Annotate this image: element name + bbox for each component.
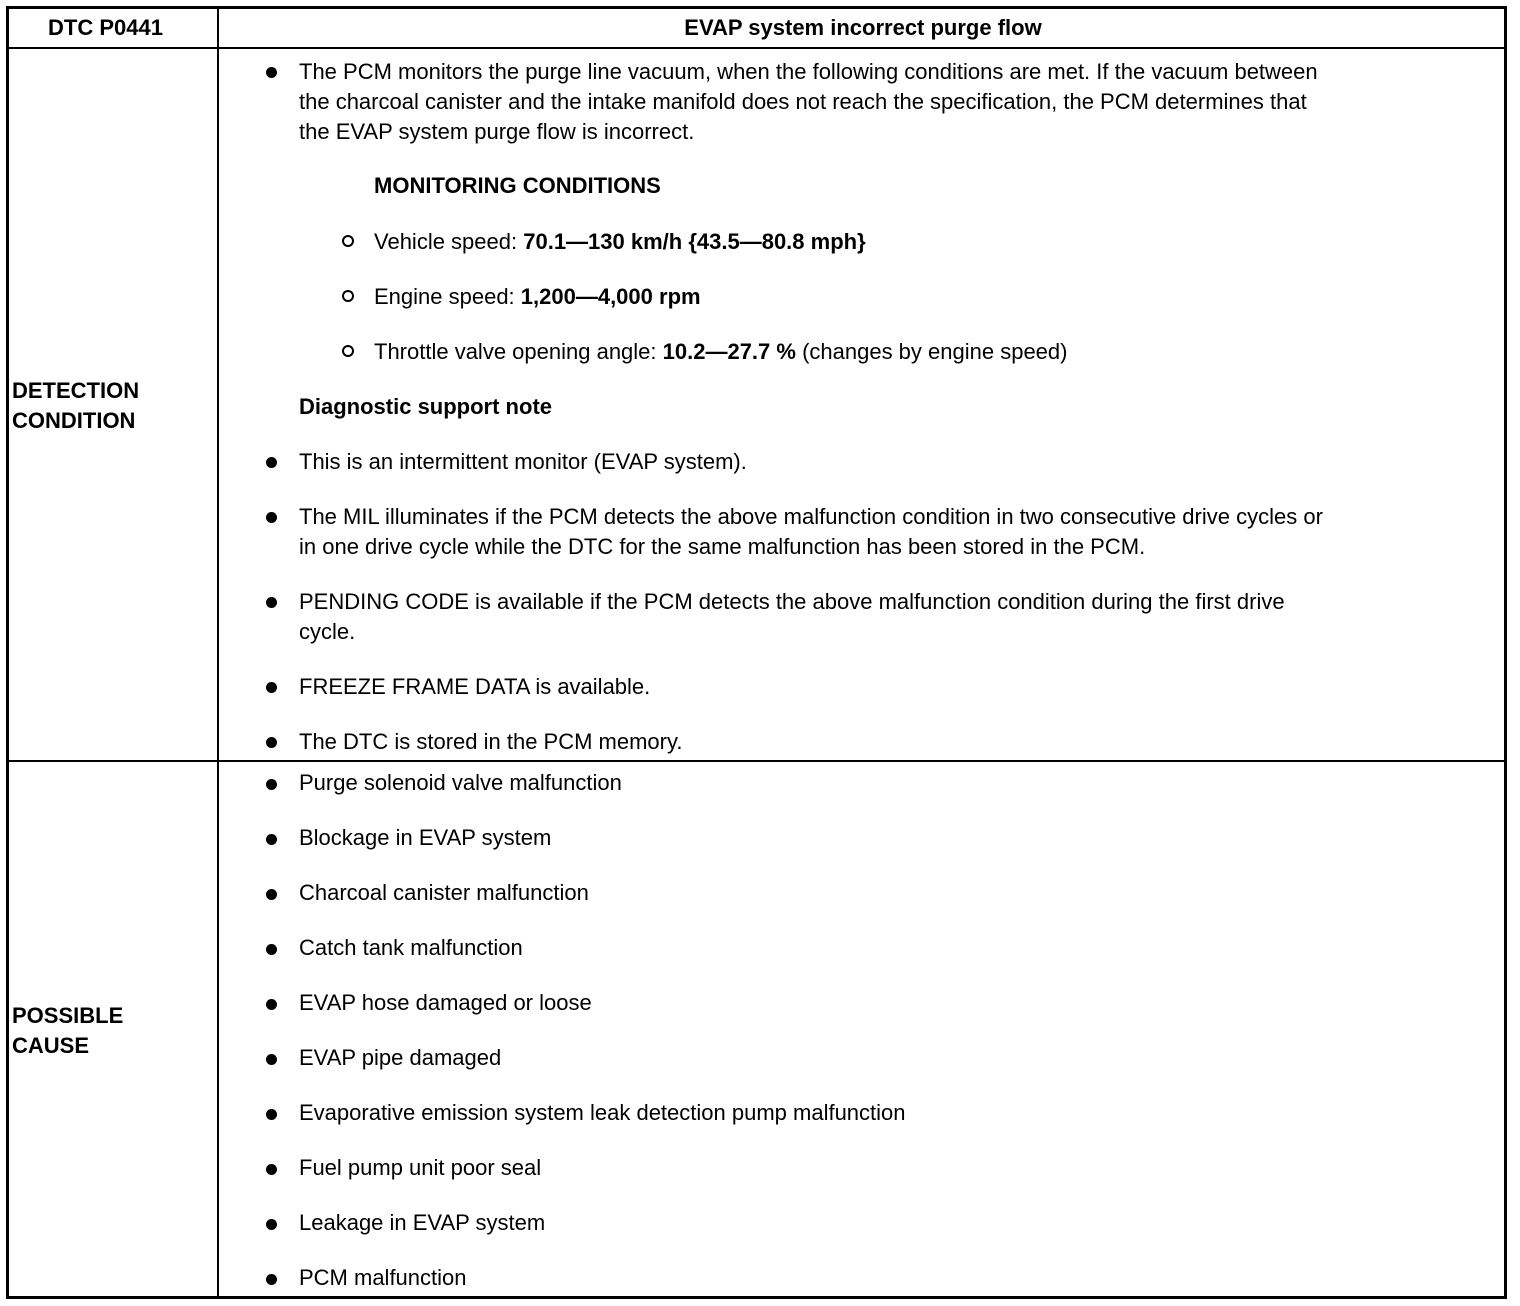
- cause-item: Blockage in EVAP system: [299, 825, 552, 850]
- cause-item: EVAP hose damaged or loose: [299, 990, 592, 1015]
- bullet-icon: [266, 889, 277, 900]
- cause-item: Catch tank malfunction: [299, 935, 523, 960]
- cause-item: Charcoal canister malfunction: [299, 880, 589, 905]
- cause-item: Leakage in EVAP system: [299, 1210, 546, 1235]
- bullet-icon: [266, 779, 277, 790]
- detection-label-line1: DETECTION: [12, 378, 140, 403]
- bullet-icon: [266, 1219, 277, 1230]
- condition-value: 10.2—27.7 %: [662, 339, 796, 364]
- condition-vehicle-speed: [374, 229, 866, 255]
- note: The DTC is stored in the PCM memory.: [299, 729, 683, 754]
- dtc-title: EVAP system incorrect purge flow: [684, 15, 1042, 40]
- header-divider: [6, 47, 1507, 49]
- detection-label-line2: CONDITION: [12, 408, 136, 433]
- circle-bullet-icon: [342, 235, 354, 247]
- cause-item: EVAP pipe damaged: [299, 1045, 502, 1070]
- bullet-icon: [266, 944, 277, 955]
- bullet-icon: [266, 1054, 277, 1065]
- condition-engine-speed: [374, 284, 701, 310]
- note: in one drive cycle while the DTC for the same malfunction has been stored in the PCM.: [299, 534, 1146, 559]
- condition-value: 70.1—130 km/h {43.5—80.8 mph}: [523, 229, 866, 254]
- cause-item: PCM malfunction: [299, 1265, 467, 1290]
- support-heading: Diagnostic support note: [299, 394, 552, 419]
- dtc-code: DTC P0441: [48, 15, 163, 40]
- cause-item: Fuel pump unit poor seal: [299, 1155, 542, 1180]
- bullet-icon: [266, 737, 277, 748]
- note: FREEZE FRAME DATA is available.: [299, 674, 651, 699]
- note: The MIL illuminates if the PCM detects the above malfunction condition in two consecutive drive cycles or: [299, 504, 1323, 529]
- bullet-icon: [266, 512, 277, 523]
- cause-item: Purge solenoid valve malfunction: [299, 770, 622, 795]
- column-divider: [217, 6, 219, 1298]
- note: PENDING CODE is available if the PCM detects the above malfunction condition during the first drive: [299, 589, 1285, 614]
- bullet-icon: [266, 457, 277, 468]
- condition-label: Vehicle speed:: [374, 229, 524, 254]
- bullet-icon: [266, 682, 277, 693]
- intro-line: the charcoal canister and the intake manifold does not reach the specification, the PCM determines that: [299, 89, 1307, 114]
- monitoring-heading: MONITORING CONDITIONS: [374, 173, 661, 198]
- bullet-icon: [266, 999, 277, 1010]
- cause-label-line1: POSSIBLE: [12, 1003, 124, 1028]
- bullet-icon: [266, 597, 277, 608]
- cause-label-line2: CAUSE: [12, 1033, 90, 1058]
- intro-line: the EVAP system purge flow is incorrect.: [299, 119, 695, 144]
- condition-throttle-angle: [374, 339, 1067, 365]
- bullet-icon: [266, 1164, 277, 1175]
- bullet-icon: [266, 1109, 277, 1120]
- circle-bullet-icon: [342, 345, 354, 357]
- intro-line: The PCM monitors the purge line vacuum, when the following conditions are met. If the vacuum between: [299, 59, 1318, 84]
- bullet-icon: [266, 834, 277, 845]
- bullet-icon: [266, 67, 277, 78]
- condition-suffix: (changes by engine speed): [795, 339, 1068, 364]
- condition-label: Engine speed:: [374, 284, 521, 309]
- bullet-icon: [266, 1274, 277, 1285]
- note: cycle.: [299, 619, 356, 644]
- row-divider: [6, 760, 1507, 762]
- cause-item: Evaporative emission system leak detection pump malfunction: [299, 1100, 906, 1125]
- condition-value: 1,200—4,000 rpm: [520, 284, 701, 309]
- circle-bullet-icon: [342, 290, 354, 302]
- note: This is an intermittent monitor (EVAP system).: [299, 449, 747, 474]
- condition-label: Throttle valve opening angle:: [374, 339, 663, 364]
